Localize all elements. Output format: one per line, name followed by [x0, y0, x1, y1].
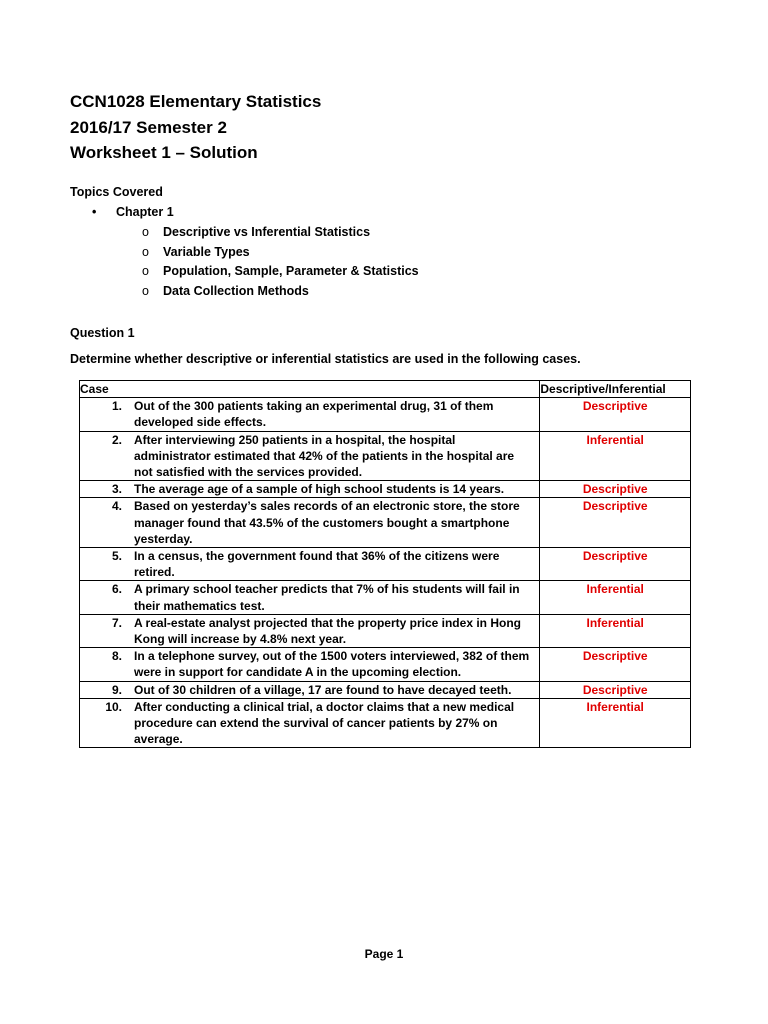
- case-text: After interviewing 250 patients in a hospital, the hospital administrator estimated that 42% of the patients in the hospital are not satisfied with the services provided.: [134, 432, 515, 480]
- answer-cell: Descriptive: [540, 648, 691, 681]
- worksheet-title: Worksheet 1 – Solution: [70, 143, 258, 162]
- case-text: After conducting a clinical trial, a doctor claims that a new medical procedure can extend the survival of cancer patients by 27% on average.: [134, 699, 515, 747]
- answer-cell: Inferential: [540, 431, 691, 481]
- hollow-bullet-icon: o: [142, 225, 149, 239]
- question-prompt: Determine whether descriptive or inferential statistics are used in the following cases.: [70, 352, 581, 366]
- case-cell: [80, 481, 540, 498]
- case-number: 10.: [105, 699, 122, 714]
- hollow-bullet-icon: o: [142, 264, 149, 278]
- bullet-icon: •: [92, 205, 97, 219]
- hollow-bullet-icon: o: [142, 283, 149, 298]
- hollow-bullet-icon: o: [142, 244, 149, 259]
- table-row: [80, 498, 691, 548]
- table-row: [80, 681, 691, 698]
- subtopic-item: [70, 263, 419, 283]
- table-row: [80, 398, 691, 431]
- table-row: [80, 581, 691, 614]
- answer-cell: Inferential: [540, 581, 691, 614]
- case-text: Out of the 300 patients taking an experimental drug, 31 of them developed side effects.: [134, 399, 494, 430]
- cases-table: [79, 380, 691, 748]
- table-row: [80, 698, 691, 748]
- case-cell: [80, 581, 540, 614]
- question-heading: Question 1: [70, 326, 135, 340]
- topics-heading: Topics Covered: [70, 185, 163, 199]
- case-text: A real-estate analyst projected that the property price index in Hong Kong will increase by 4.8% next year.: [134, 615, 521, 647]
- semester-title: 2016/17 Semester 2: [70, 117, 227, 137]
- case-cell: [80, 698, 540, 748]
- case-number: 3.: [111, 482, 122, 497]
- case-cell: [80, 648, 540, 681]
- subtopic-label: Population, Sample, Parameter & Statistics: [163, 264, 419, 278]
- answer-cell: Inferential: [540, 614, 691, 647]
- case-text: In a census, the government found that 36% of the citizens were retired.: [134, 549, 500, 580]
- case-number: 6.: [111, 582, 122, 597]
- subtopic-item: [70, 224, 371, 244]
- subtopic-label: Data Collection Methods: [163, 283, 309, 298]
- case-number: 9.: [111, 682, 122, 697]
- subtopic-item: [70, 244, 250, 264]
- case-number: 1.: [111, 399, 122, 414]
- table-row: [80, 548, 691, 581]
- case-number: 8.: [111, 649, 122, 664]
- case-cell: [80, 498, 540, 548]
- case-text: The average age of a sample of high school students is 14 years.: [134, 482, 505, 497]
- case-text: Out of 30 children of a village, 17 are found to have decayed teeth.: [134, 682, 512, 697]
- answer-cell: Descriptive: [540, 481, 691, 498]
- subtopic-item: [70, 283, 309, 303]
- answer-cell: Inferential: [540, 698, 691, 748]
- chapter-item: [70, 204, 174, 220]
- case-number: 2.: [111, 432, 122, 447]
- case-cell: [80, 681, 540, 698]
- case-cell: [80, 398, 540, 431]
- table-row: [80, 431, 691, 481]
- table-row: [80, 614, 691, 647]
- subtopic-label: Variable Types: [163, 244, 250, 259]
- case-text: A primary school teacher predicts that 7% of his students will fail in their mathematics test.: [134, 582, 520, 613]
- subtopic-list: [70, 224, 419, 302]
- case-number: 4.: [111, 499, 122, 514]
- case-cell: [80, 548, 540, 581]
- answer-cell: Descriptive: [540, 498, 691, 548]
- answer-cell: Descriptive: [540, 398, 691, 431]
- chapter-label: Chapter 1: [116, 205, 174, 219]
- answer-cell: Descriptive: [540, 681, 691, 698]
- case-number: 7.: [111, 615, 122, 630]
- answer-cell: Descriptive: [540, 548, 691, 581]
- case-text: Based on yesterday’s sales records of an electronic store, the store manager found that 43.5% of the customers bought a smartphone yesterday.: [134, 499, 520, 546]
- case-number: 5.: [111, 549, 122, 564]
- table-row: [80, 481, 691, 498]
- title-block: [70, 89, 321, 166]
- page-number: Page 1: [364, 947, 404, 961]
- answer-column-header: Descriptive/Inferential: [540, 381, 691, 398]
- topics-covered: [70, 184, 419, 302]
- subtopic-label: Descriptive vs Inferential Statistics: [163, 225, 371, 239]
- table-header-row: [80, 381, 691, 398]
- case-cell: [80, 431, 540, 481]
- course-title: CCN1028 Elementary Statistics: [70, 92, 322, 111]
- table-row: [80, 648, 691, 681]
- case-text: In a telephone survey, out of the 1500 voters interviewed, 382 of them were in support for candidate A in the upcoming election.: [134, 649, 530, 680]
- case-cell: [80, 614, 540, 647]
- case-column-header: Case: [80, 381, 540, 398]
